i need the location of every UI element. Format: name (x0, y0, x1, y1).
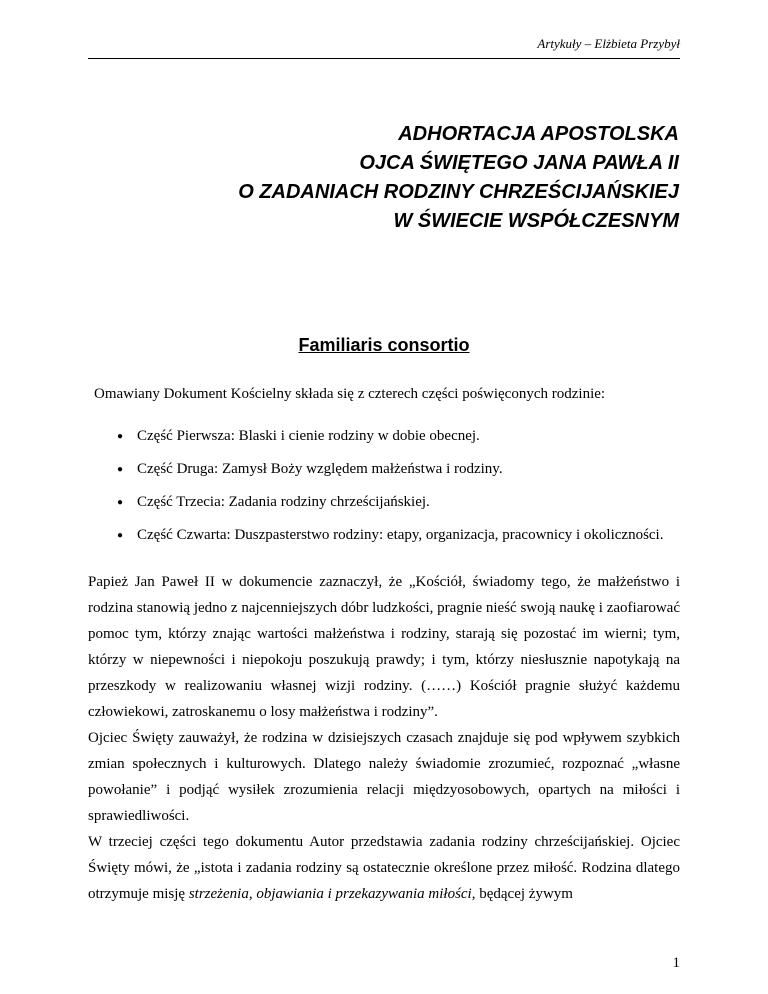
title-line: OJCA ŚWIĘTEGO JANA PAWŁA II (359, 152, 679, 174)
running-header: Artykuły – Elżbieta Przybył (537, 36, 680, 51)
list-item-text: Część Trzecia: Zadania rodziny chrześcijańskiej. (137, 494, 430, 510)
paragraph-text: , będącej żywym (471, 886, 573, 902)
bullet-icon: ● (117, 431, 124, 442)
body-paragraph: Papież Jan Paweł II w dokumencie zaznaczył, że „Kościół, świadomy tego, że małżeństwo i rodzina stanowią jedno z najcenniejszych dóbr ludzkości, pragnie nieść swoją naukę i zaofiarować pomoc tym, którzy znając wartości małżeństwa i rodziny, starają się pozostać im wierni; tym, którzy w niepewności i niepokoju poszukują prawdy; i tym, którzy niesłusznie napotykają na przeszkody w realizowaniu własnej wizji rodziny. (……) Kościół pragnie służyć każdemu człowiekowi, zatroskanemu o losy małżeństwa i rodziny”. (88, 574, 680, 720)
bullet-icon: ● (117, 530, 124, 541)
paragraph-text: W trzeciej części tego dokumentu Autor przedstawia zadania rodziny chrześcijańskiej. Ojciec Święty mówi, że „istota i zadania rodziny są ostatecznie określone przez miłość. Rodzina dlatego otrzymuje misję (88, 834, 680, 902)
document-title (238, 120, 679, 236)
page-number: 1 (672, 955, 680, 971)
bullet-icon: ● (117, 497, 124, 508)
list-item (88, 519, 680, 552)
body-paragraph: Ojciec Święty zauważył, że rodzina w dzisiejszych czasach znajduje się pod wpływem szybkich zmian społecznych i kulturowych. Dlatego należy świadomie zrozumieć, rozpoznać „własne powołanie” i podjąć wysiłek zrozumienia relacji międzyosobowych, opartych na miłości i sprawiedliwości. (88, 730, 680, 824)
list-item-text: Część Pierwsza: Blaski i cienie rodziny w dobie obecnej. (137, 428, 480, 444)
list-item-text: Część Druga: Zamysł Boży względem małżeństwa i rodziny. (137, 461, 503, 477)
list-item-text: Część Czwarta: Duszpasterstwo rodziny: etapy, organizacja, pracownicy i okoliczności. (137, 527, 664, 543)
body-paragraph (88, 829, 680, 907)
emphasized-text: strzeżenia, objawiania i przekazywania miłości (188, 886, 472, 902)
header-rule (88, 58, 680, 59)
title-line: W ŚWIECIE WSPÓŁCZESNYM (393, 210, 679, 232)
body-text (88, 569, 680, 907)
document-subtitle: Familiaris consortio (298, 335, 470, 355)
intro-paragraph: Omawiany Dokument Kościelny składa się z czterech części poświęconych rodzinie: (94, 386, 606, 402)
list-item (88, 453, 680, 486)
list-item (88, 486, 680, 519)
bullet-icon: ● (117, 464, 124, 475)
title-line: ADHORTACJA APOSTOLSKA (398, 123, 679, 145)
title-line: O ZADANIACH RODZINY CHRZEŚCIJAŃSKIEJ (238, 181, 679, 203)
list-item (88, 420, 680, 453)
parts-list (88, 420, 680, 552)
